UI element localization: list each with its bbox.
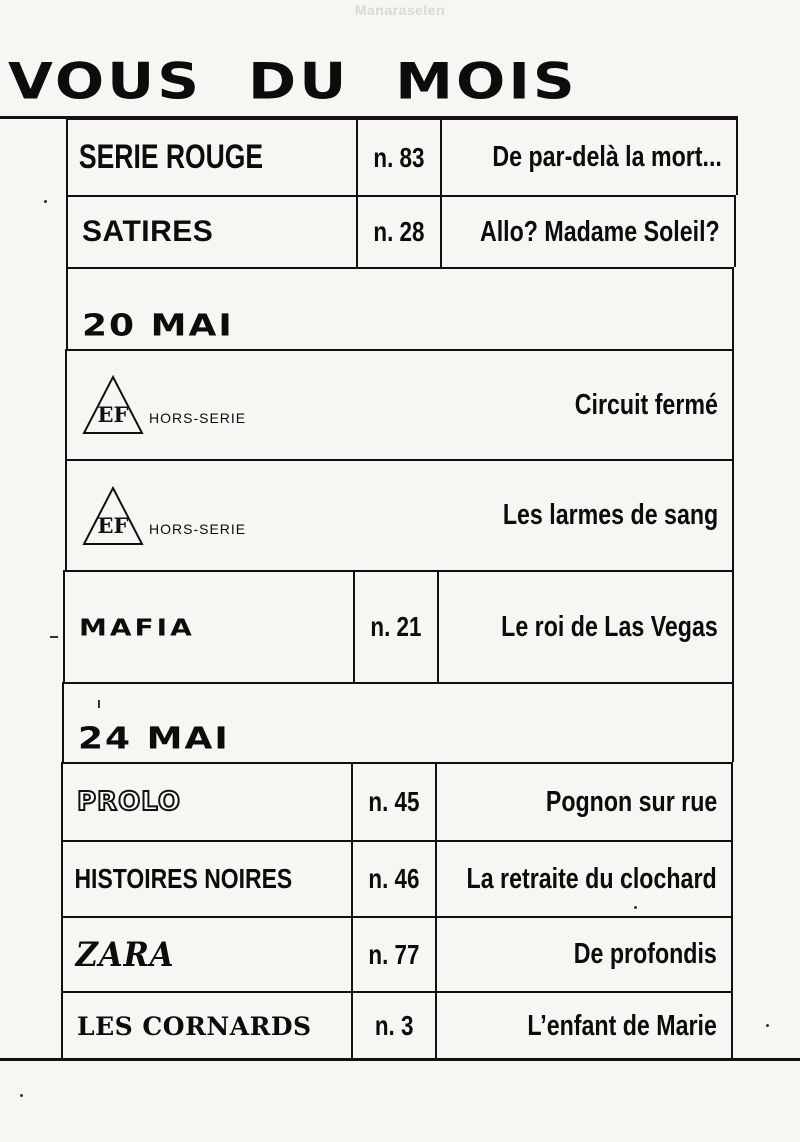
story-title: La retraite du clochard	[466, 862, 717, 895]
release-date: 24 MAI	[78, 721, 230, 756]
heading-word: VOUS	[8, 52, 203, 111]
story-title: L’enfant de Marie	[527, 1009, 717, 1042]
logo-text: EF	[97, 402, 129, 427]
issue-number: n. 83	[373, 141, 425, 173]
table-row	[63, 570, 734, 682]
issue-number: n. 28	[373, 216, 425, 247]
story-title: Les larmes de sang	[502, 499, 718, 531]
series-name: SERIE ROUGE	[78, 138, 264, 176]
speck	[766, 1024, 769, 1027]
series-name: ZARA	[75, 934, 175, 975]
date-row	[66, 267, 734, 349]
page-heading	[8, 54, 728, 109]
speck	[44, 200, 47, 203]
ef-triangle-icon	[81, 484, 145, 548]
story-title: De par-delà la mort...	[492, 141, 722, 173]
series-name: HISTOIRES NOIRES	[74, 863, 293, 894]
story-title: Allo? Madame Soleil?	[480, 215, 720, 248]
table-row	[65, 349, 734, 459]
issue-number: n. 45	[368, 786, 420, 817]
story-title: Le roi de Las Vegas	[501, 610, 718, 643]
ef-triangle-icon	[81, 373, 145, 437]
series-name: LES CORNARDS	[77, 1011, 312, 1041]
speck	[98, 700, 100, 708]
table-row	[65, 459, 734, 570]
story-title: Circuit fermé	[574, 388, 718, 421]
issue-number: n. 3	[374, 1010, 414, 1041]
logo-text: EF	[97, 512, 129, 538]
table-row	[66, 195, 736, 267]
issue-number: n. 46	[368, 863, 420, 894]
series-name: SATIRES	[82, 215, 214, 248]
issue-number: n. 21	[370, 611, 422, 642]
watermark: Manaraselen	[354, 2, 446, 18]
table-row	[66, 118, 738, 195]
speck	[20, 1094, 23, 1097]
series-name: MAFIA	[79, 613, 195, 641]
series-name: PROLO	[77, 787, 181, 817]
table-row	[61, 840, 733, 916]
issue-number: n. 77	[368, 938, 420, 970]
heading-word: MOIS	[395, 52, 578, 111]
hors-serie-label: HORS-SERIE	[149, 520, 247, 537]
hors-serie-label: HORS-SERIE	[149, 410, 247, 426]
heading-word: DU	[248, 52, 350, 111]
table-row	[61, 762, 733, 840]
table-row	[61, 916, 733, 991]
speck	[50, 636, 58, 638]
table-row	[61, 991, 733, 1061]
release-date: 20 MAI	[82, 308, 234, 343]
date-row	[62, 682, 734, 762]
story-title: Pognon sur rue	[545, 785, 717, 818]
speck	[634, 906, 637, 909]
story-title: De profondis	[573, 938, 717, 970]
